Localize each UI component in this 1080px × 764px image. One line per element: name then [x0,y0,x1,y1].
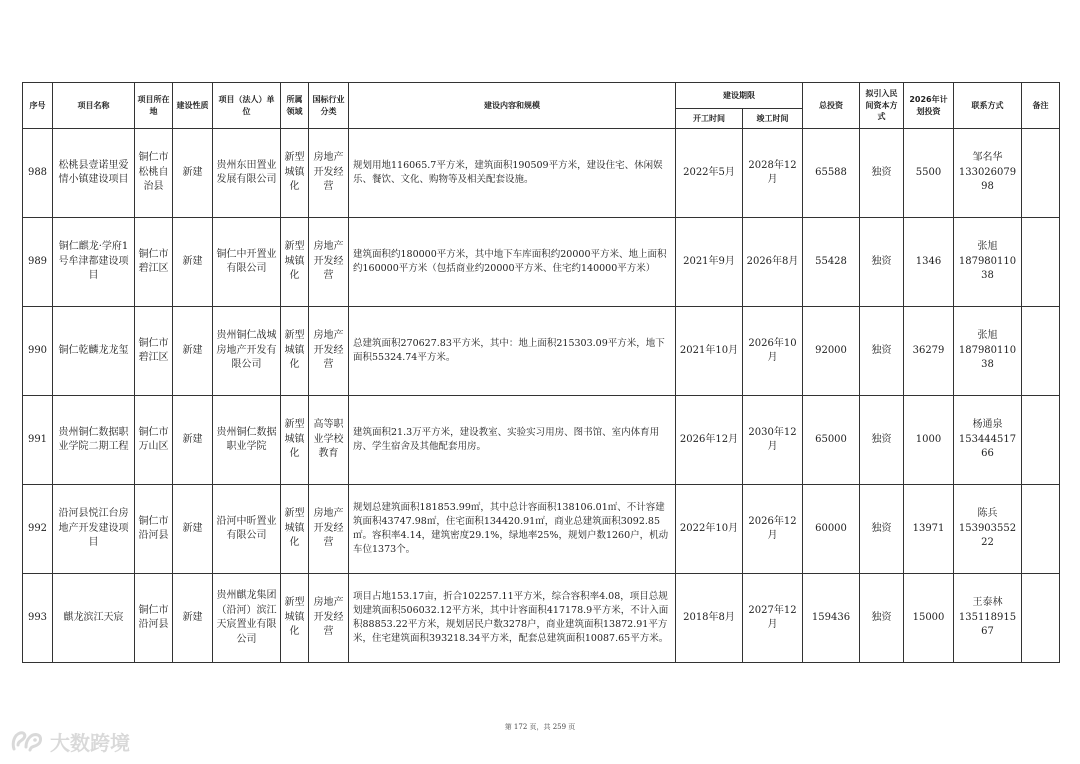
cell-content: 建筑面积约180000平方米，其中地下车库面积约20000平方米、地上面积约160000平方米（包括商业约20000平方米、住宅约140000平方米） [349,218,676,307]
contact-phone: 15390355222 [958,522,1017,549]
cell-unit: 贵州东田置业发展有限公司 [213,129,281,218]
cell-nature: 新建 [173,485,213,574]
cell-unit: 贵州麒龙集团（沿河）滨江天宸置业有限公司 [213,574,281,663]
cell-end: 2028年12月 [743,129,803,218]
contact-phone: 13511891567 [958,611,1017,638]
cell-field: 新型城镇化 [281,129,309,218]
cell-method: 独资 [860,396,904,485]
cell-unit: 贵州铜仁战城房地产开发有限公司 [213,307,281,396]
header-method: 拟引入民间资本方式 [860,83,904,129]
cell-location: 铜仁市碧江区 [135,307,173,396]
cell-field: 新型城镇化 [281,396,309,485]
cell-remark [1022,307,1060,396]
project-table-container [22,82,1059,663]
cell-field: 新型城镇化 [281,307,309,396]
header-field: 所属领域 [281,83,309,129]
header-investment: 总投资 [803,83,860,129]
cell-remark [1022,396,1060,485]
header-content: 建设内容和规模 [349,83,676,129]
table-row [23,307,1060,396]
cell-investment: 65588 [803,129,860,218]
header-location: 项目所在地 [135,83,173,129]
cell-seq: 988 [23,129,53,218]
cell-name: 麒龙滨江天宸 [53,574,135,663]
watermark [10,727,130,756]
header-remark: 备注 [1022,83,1060,129]
cell-investment: 159436 [803,574,860,663]
header-industry: 国标行业分类 [309,83,349,129]
table-row [23,574,1060,663]
cell-industry: 房地产开发经营 [309,307,349,396]
header-contact: 联系方式 [954,83,1022,129]
cell-name: 贵州铜仁数据职业学院二期工程 [53,396,135,485]
cell-location: 铜仁市碧江区 [135,218,173,307]
cell-industry: 房地产开发经营 [309,218,349,307]
cell-method: 独资 [860,307,904,396]
cell-plan2026: 36279 [904,307,954,396]
contact-phone: 13302607998 [958,166,1017,193]
contact-name: 杨通泉 [972,419,1003,431]
cell-seq: 992 [23,485,53,574]
cell-unit: 沿河中昕置业有限公司 [213,485,281,574]
cell-industry: 房地产开发经营 [309,129,349,218]
cell-location: 铜仁市沿河县 [135,574,173,663]
cell-investment: 60000 [803,485,860,574]
contact-phone: 18798011038 [958,255,1017,282]
cell-method: 独资 [860,218,904,307]
cell-nature: 新建 [173,129,213,218]
cell-method: 独资 [860,574,904,663]
cell-plan2026: 15000 [904,574,954,663]
cell-field: 新型城镇化 [281,218,309,307]
table-row [23,218,1060,307]
cell-industry: 高等职业学校教育 [309,396,349,485]
header-start: 开工时间 [676,109,743,129]
cell-remark [1022,218,1060,307]
watermark-logo-icon [10,729,44,755]
cell-end: 2026年12月 [743,485,803,574]
cell-seq: 991 [23,396,53,485]
cell-name: 沿河县悦江台房地产开发建设项目 [53,485,135,574]
cell-remark [1022,129,1060,218]
cell-remark [1022,574,1060,663]
cell-contact [954,485,1022,574]
header-name: 项目名称 [53,83,135,129]
contact-name: 邹名华 [972,152,1003,164]
header-end: 竣工时间 [743,109,803,129]
cell-end: 2027年12月 [743,574,803,663]
cell-name: 松桃县壹诺里爱情小镇建设项目 [53,129,135,218]
cell-location: 铜仁市万山区 [135,396,173,485]
cell-plan2026: 5500 [904,129,954,218]
cell-contact [954,396,1022,485]
cell-investment: 55428 [803,218,860,307]
cell-start: 2026年12月 [676,396,743,485]
cell-seq: 989 [23,218,53,307]
project-table [22,82,1060,663]
cell-plan2026: 13971 [904,485,954,574]
contact-name: 张旭 [977,330,998,342]
header-plan2026: 2026年计划投资 [904,83,954,129]
table-row [23,485,1060,574]
cell-unit: 贵州铜仁数据职业学院 [213,396,281,485]
cell-name: 铜仁乾麟龙龙玺 [53,307,135,396]
contact-name: 张旭 [977,241,998,253]
cell-field: 新型城镇化 [281,574,309,663]
cell-nature: 新建 [173,218,213,307]
cell-end: 2030年12月 [743,396,803,485]
cell-contact [954,129,1022,218]
cell-contact [954,574,1022,663]
cell-seq: 993 [23,574,53,663]
cell-remark [1022,485,1060,574]
cell-method: 独资 [860,485,904,574]
cell-location: 铜仁市沿河县 [135,485,173,574]
cell-content: 总建筑面积270627.83平方米，其中：地上面积215303.09平方米，地下面积55324.74平方米。 [349,307,676,396]
contact-phone: 15344451766 [958,433,1017,460]
header-nature: 建设性质 [173,83,213,129]
cell-industry: 房地产开发经营 [309,574,349,663]
watermark-text: 大数跨境 [50,731,130,755]
table-row [23,129,1060,218]
cell-start: 2021年10月 [676,307,743,396]
header-period: 建设期限 [676,83,803,109]
cell-nature: 新建 [173,396,213,485]
cell-field: 新型城镇化 [281,485,309,574]
cell-content: 项目占地153.17亩，折合102257.11平方米，综合容积率4.08，项目总规划建筑面积506032.12平方米，其中计容面积417178.9平方米，不计入面积88853.22平方米，规划居民户数3278户，商业建筑面积13872.91平方米，住宅建筑面积393218.34平方米，配套总建筑面积10087.65平方米。 [349,574,676,663]
cell-industry: 房地产开发经营 [309,485,349,574]
page-footer: 第 172 页，共 259 页 [504,723,576,731]
cell-nature: 新建 [173,307,213,396]
cell-nature: 新建 [173,574,213,663]
cell-plan2026: 1000 [904,396,954,485]
cell-content: 建筑面积21.3万平方米，建设教室、实验实习用房、图书馆、室内体育用房、学生宿舍及其他配套用房。 [349,396,676,485]
cell-start: 2022年10月 [676,485,743,574]
cell-start: 2022年5月 [676,129,743,218]
cell-investment: 65000 [803,396,860,485]
cell-end: 2026年8月 [743,218,803,307]
header-unit: 项目（法人）单位 [213,83,281,129]
cell-location: 铜仁市松桃自治县 [135,129,173,218]
contact-name: 王泰林 [972,597,1003,609]
cell-start: 2021年9月 [676,218,743,307]
cell-content: 规划总建筑面积181853.99㎡，其中总计容面积138106.01㎡、不计容建筑面积43747.98㎡，住宅面积134420.91㎡，商业总建筑面积3092.85㎡。容积率4.14，建筑密度29.1%，绿地率25%，规划户数1260户，机动车位1373个。 [349,485,676,574]
cell-plan2026: 1346 [904,218,954,307]
table-row [23,396,1060,485]
contact-phone: 18798011038 [958,344,1017,371]
cell-method: 独资 [860,129,904,218]
cell-content: 规划用地116065.7平方米，建筑面积190509平方米，建设住宅、休闲娱乐、餐饮、文化、购物等及相关配套设施。 [349,129,676,218]
cell-end: 2026年10月 [743,307,803,396]
cell-name: 铜仁麒龙·学府1号牟津都建设项目 [53,218,135,307]
cell-seq: 990 [23,307,53,396]
table-body [23,129,1060,663]
cell-unit: 铜仁中开置业有限公司 [213,218,281,307]
header-seq: 序号 [23,83,53,129]
cell-contact [954,307,1022,396]
contact-name: 陈兵 [977,508,998,520]
cell-start: 2018年8月 [676,574,743,663]
table-header [23,83,1060,129]
cell-investment: 92000 [803,307,860,396]
cell-contact [954,218,1022,307]
